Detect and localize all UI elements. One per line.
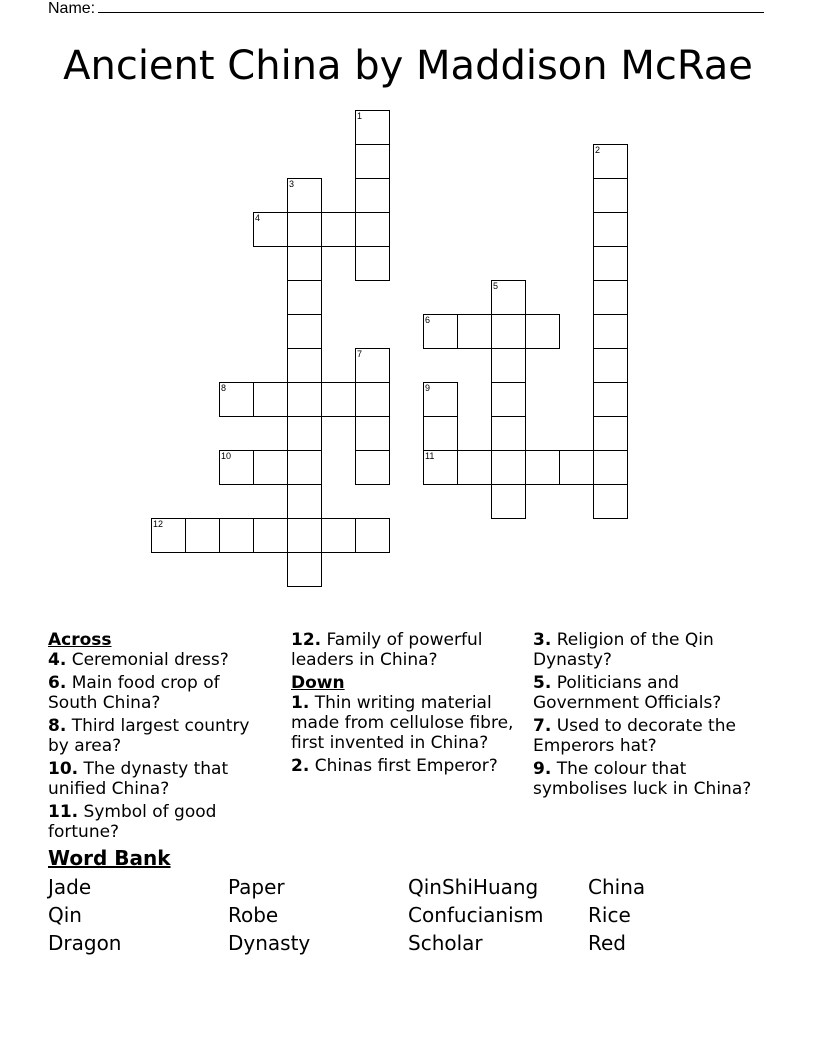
grid-cell-number: 11 [425, 451, 435, 461]
word-bank-item: Paper [228, 875, 285, 899]
grid-cell-number: 8 [221, 383, 227, 393]
clues-column-2 [291, 630, 516, 779]
grid-cell[interactable] [593, 280, 628, 315]
word-bank-item: Confucianism [408, 903, 544, 927]
grid-cell-number: 7 [357, 349, 363, 359]
clue-down-5: 5. Politicians and Government Officials? [533, 673, 722, 713]
grid-cell[interactable] [355, 416, 390, 451]
grid-cell[interactable] [253, 382, 288, 417]
grid-cell-number: 9 [425, 383, 431, 393]
grid-cell[interactable] [287, 348, 322, 383]
grid-cell[interactable] [593, 314, 628, 349]
grid-cell[interactable] [525, 450, 560, 485]
clue-across-6: 6. Main food crop of South China? [48, 673, 220, 713]
word-bank-item: Robe [228, 903, 279, 927]
grid-cell[interactable] [185, 518, 220, 553]
grid-cell[interactable] [593, 450, 628, 485]
grid-cell[interactable] [491, 416, 526, 451]
grid-cell[interactable] [593, 484, 628, 519]
word-bank-item: Jade [48, 875, 92, 899]
word-bank-item: Rice [588, 903, 631, 927]
grid-cell[interactable] [355, 348, 390, 383]
grid-cell[interactable] [593, 348, 628, 383]
grid-cell[interactable] [287, 450, 322, 485]
grid-cell-number: 10 [221, 451, 232, 461]
grid-cell-number: 2 [595, 145, 601, 155]
grid-cell[interactable] [593, 416, 628, 451]
page-title: Ancient China by Maddison McRae [63, 43, 753, 89]
grid-cell[interactable] [491, 382, 526, 417]
grid-cell[interactable] [491, 280, 526, 315]
grid-cell[interactable] [287, 246, 322, 281]
grid-cell[interactable] [423, 382, 458, 417]
grid-cell[interactable] [355, 110, 390, 145]
grid-cell[interactable] [593, 144, 628, 179]
grid-cell-number: 1 [357, 111, 363, 121]
grid-cell[interactable] [491, 484, 526, 519]
grid-cell[interactable] [525, 314, 560, 349]
grid-cell[interactable] [321, 382, 356, 417]
grid-cell[interactable] [287, 280, 322, 315]
grid-cell[interactable] [253, 450, 288, 485]
grid-cell[interactable] [491, 348, 526, 383]
grid-cell[interactable] [423, 450, 458, 485]
clues-column-3 [533, 630, 773, 802]
clue-down-3: 3. Religion of the Qin Dynasty? [533, 630, 714, 670]
grid-cell-number: 5 [493, 281, 499, 291]
grid-cell[interactable] [355, 246, 390, 281]
grid-cell-number: 4 [255, 213, 261, 223]
clue-down-9: 9. The colour that symbolises luck in China? [533, 759, 752, 799]
grid-cell[interactable] [287, 518, 322, 553]
grid-cell[interactable] [287, 484, 322, 519]
grid-cell[interactable] [219, 382, 254, 417]
grid-cell[interactable] [321, 212, 356, 247]
word-bank-item: China [588, 875, 646, 899]
grid-cell[interactable] [355, 382, 390, 417]
clue-across-12: 12. Family of powerful leaders in China? [291, 630, 483, 670]
word-bank-item: Scholar [408, 931, 483, 955]
grid-cell[interactable] [593, 382, 628, 417]
grid-cell[interactable] [457, 314, 492, 349]
grid-cell[interactable] [355, 212, 390, 247]
grid-cell[interactable] [287, 416, 322, 451]
grid-cell[interactable] [287, 552, 322, 587]
grid-cell[interactable] [593, 212, 628, 247]
grid-cell[interactable] [355, 518, 390, 553]
grid-cell-number: 3 [289, 179, 295, 189]
word-bank-item: Dynasty [228, 931, 311, 955]
grid-cell[interactable] [423, 314, 458, 349]
grid-cell[interactable] [219, 450, 254, 485]
word-bank-heading: Word Bank [48, 846, 171, 870]
grid-cell[interactable] [355, 144, 390, 179]
word-bank-item: QinShiHuang [408, 875, 539, 899]
grid-cell[interactable] [253, 518, 288, 553]
grid-cell[interactable] [321, 518, 356, 553]
down-heading: Down [291, 673, 345, 693]
word-bank-item: Red [588, 931, 626, 955]
grid-cell-number: 6 [425, 315, 431, 325]
grid-cell[interactable] [287, 178, 322, 213]
clue-down-7: 7. Used to decorate the Emperors hat? [533, 716, 736, 756]
grid-cell[interactable] [559, 450, 594, 485]
grid-cell[interactable] [355, 450, 390, 485]
across-heading: Across [48, 630, 112, 650]
grid-cell[interactable] [457, 450, 492, 485]
clues-column-1 [48, 630, 273, 845]
word-bank-item: Qin [48, 903, 82, 927]
grid-cell[interactable] [491, 450, 526, 485]
grid-cell[interactable] [287, 314, 322, 349]
grid-cell[interactable] [593, 178, 628, 213]
grid-cell[interactable] [219, 518, 254, 553]
grid-cell[interactable] [355, 178, 390, 213]
clue-across-11: 11. Symbol of good fortune? [48, 802, 217, 842]
grid-cell[interactable] [491, 314, 526, 349]
clue-down-1: 1. Thin writing material made from cellulose fibre, first invented in China? [291, 693, 514, 753]
grid-cell[interactable] [287, 382, 322, 417]
grid-cell[interactable] [151, 518, 186, 553]
clue-across-8: 8. Third largest country by area? [48, 716, 250, 756]
grid-cell-number: 12 [153, 519, 164, 529]
grid-cell[interactable] [593, 246, 628, 281]
clue-across-10: 10. The dynasty that unified China? [48, 759, 229, 799]
word-bank-item: Dragon [48, 931, 122, 955]
grid-cell[interactable] [253, 212, 288, 247]
grid-cell[interactable] [287, 212, 322, 247]
grid-cell[interactable] [423, 416, 458, 451]
clue-across-4: 4. Ceremonial dress? [48, 650, 229, 670]
clue-down-2: 2. Chinas first Emperor? [291, 756, 498, 776]
name-label: Name: [48, 0, 96, 17]
